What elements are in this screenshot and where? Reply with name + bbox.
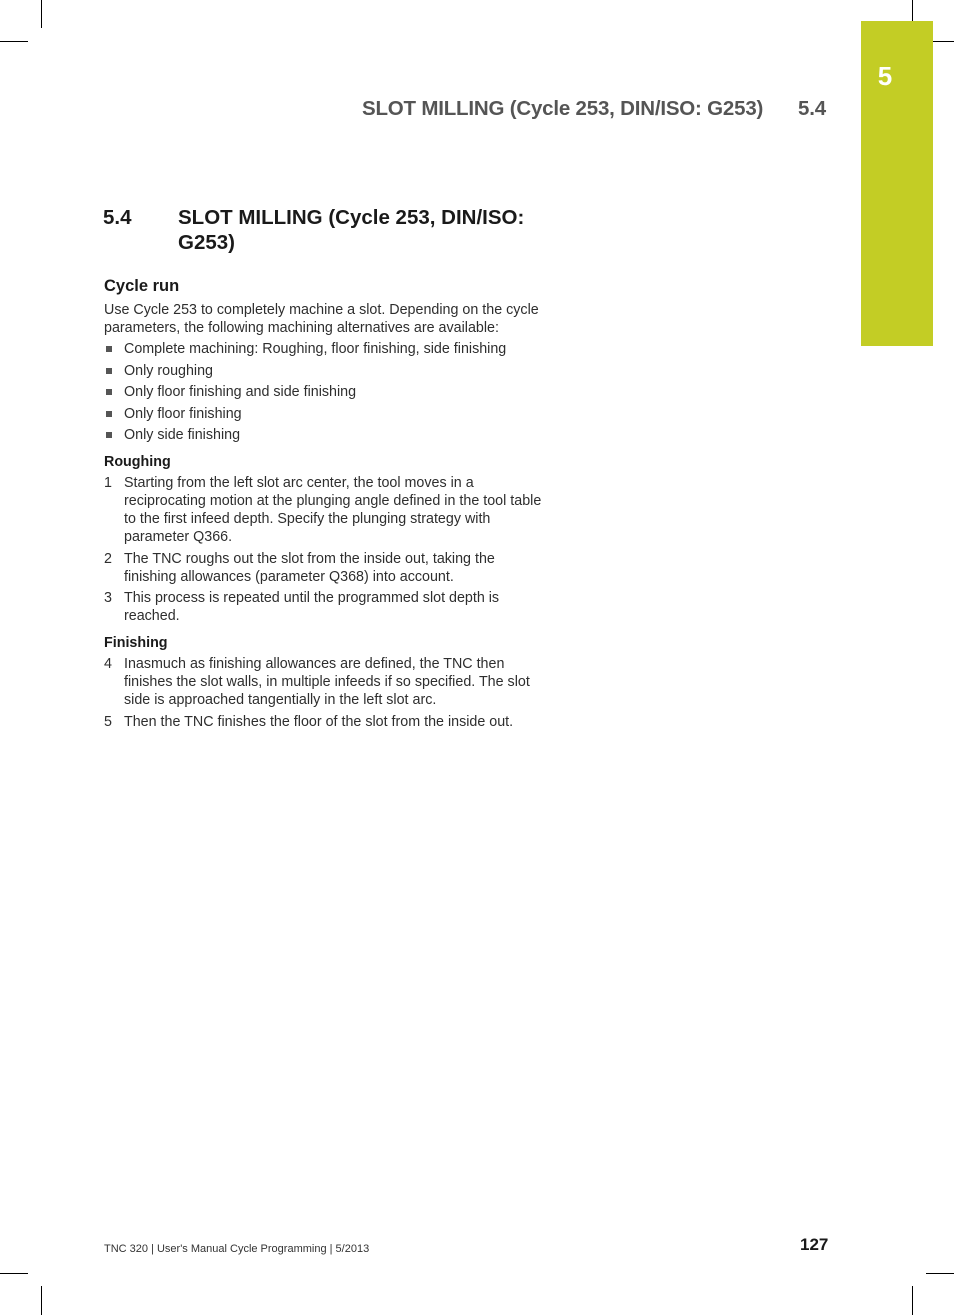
step-item: 4 Inasmuch as finishing allowances are defined, the TNC then finishes the slot walls, in multiple infeeds if so specified. The slot side is approached tangentially in the left slot arc.: [104, 656, 530, 709]
crop-mark-bottom-left-horizontal: [0, 1273, 28, 1274]
cycle-run-heading: Cycle run: [104, 277, 180, 295]
roughing-heading: Roughing: [104, 454, 171, 471]
main-content: [104, 276, 549, 740]
square-bullet-icon: [106, 368, 112, 374]
list-item: Only floor finishing and side finishing: [104, 383, 549, 401]
step-item: 2 The TNC roughs out the slot from the inside out, taking the finishing allowances (parameter Q368) into account.: [104, 550, 495, 585]
crop-mark-bottom-right-vertical: [912, 1286, 913, 1315]
crop-mark-bottom-right-horizontal: [926, 1273, 954, 1274]
square-bullet-icon: [106, 346, 112, 352]
step-item: 3 This process is repeated until the programmed slot depth is reached.: [104, 590, 500, 625]
square-bullet-icon: [106, 389, 112, 395]
list-item: Only floor finishing: [104, 405, 549, 423]
roughing-steps: [104, 474, 549, 625]
section-heading: [103, 205, 543, 255]
section-number: 5.4: [103, 206, 132, 229]
cycle-run-intro: Use Cycle 253 to completely machine a slot. Depending on the cycle parameters, the following machining alternatives are available:: [104, 302, 539, 336]
crop-mark-top-left-vertical: [41, 0, 42, 28]
step-item: 1 Starting from the left slot arc center, the tool moves in a reciprocating motion at the plunging angle defined in the tool table to the first infeed depth. Specify the plunging strategy with parameter Q366.: [104, 475, 542, 546]
step-item: 5 Then the TNC finishes the floor of the slot from the inside out.: [104, 713, 514, 730]
footer-text: TNC 320 | User's Manual Cycle Programming | 5/2013: [104, 1243, 370, 1255]
finishing-heading: Finishing: [104, 635, 168, 652]
list-item: Only roughing: [104, 362, 549, 380]
finishing-steps: [104, 655, 549, 731]
crop-mark-bottom-left-vertical: [41, 1286, 42, 1315]
machining-alternatives-list: [104, 340, 549, 444]
chapter-number: 5: [877, 61, 893, 91]
section-title: SLOT MILLING (Cycle 253, DIN/ISO: G253): [178, 206, 525, 254]
running-header: [362, 97, 828, 121]
list-item: Only side finishing: [104, 426, 549, 444]
page-number: 127: [800, 1235, 829, 1254]
square-bullet-icon: [106, 432, 112, 438]
running-header-section-number: 5.4: [798, 97, 826, 120]
square-bullet-icon: [106, 411, 112, 417]
running-header-title: SLOT MILLING (Cycle 253, DIN/ISO: G253): [362, 97, 764, 120]
list-item: Complete machining: Roughing, floor finishing, side finishing: [104, 340, 549, 358]
chapter-tab: [861, 21, 933, 346]
crop-mark-top-left-horizontal: [0, 41, 28, 42]
